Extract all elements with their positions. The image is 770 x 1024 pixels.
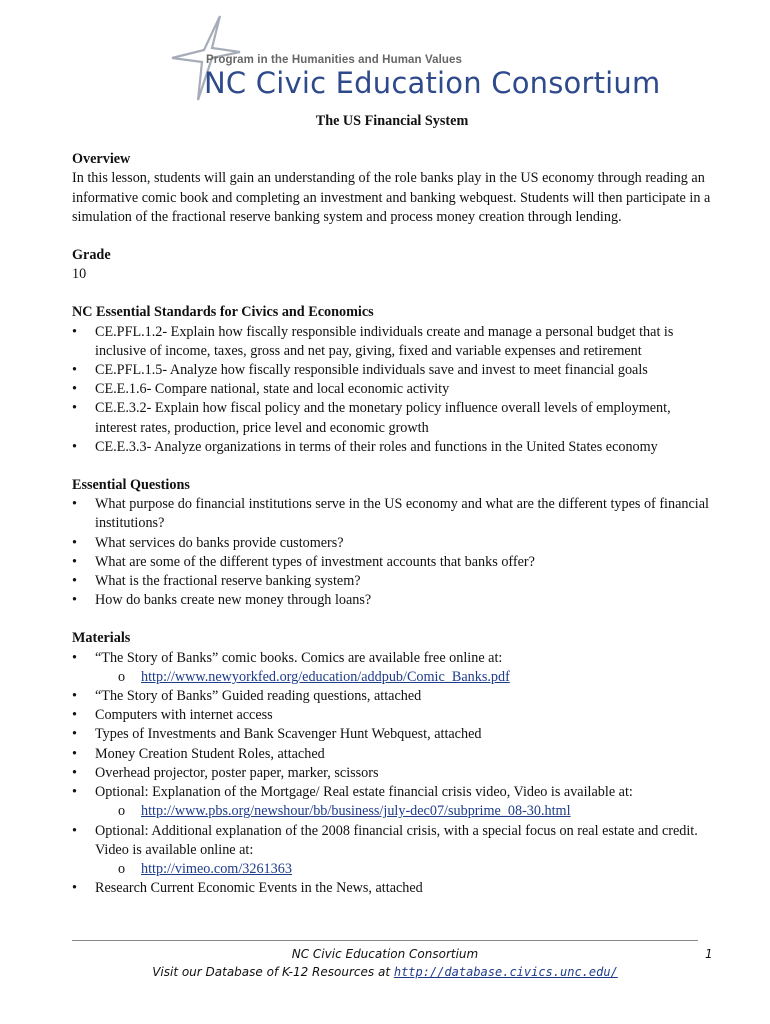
list-item: • Types of Investments and Bank Scavenger Hunt Webquest, attached [72,725,712,744]
overview-section [72,150,712,227]
page-title: The US Financial System [315,113,469,129]
grade-value: 10 [72,266,87,283]
list-item [72,783,712,821]
list-item: • “The Story of Banks” Guided reading questions, attached [72,687,712,706]
footer-org: NC Civic Education Consortium [291,947,479,961]
list-item: • CE.E.1.6- Compare national, state and local economic activity [72,380,712,399]
list-item: • Computers with internet access [72,706,712,725]
footer-visit [72,963,698,981]
questions-list [72,495,712,610]
list-item: • CE.E.3.3- Analyze organizations in terms of their roles and functions in the United States economy [72,438,712,457]
list-item: • What are some of the different types of investment accounts that banks offer? [72,553,712,572]
footer-visit-text: Visit our Database of K-12 Resources at [152,965,394,979]
list-item: • What services do banks provide customers? [72,534,712,553]
pbs-video-link[interactable]: http://www.pbs.org/newshour/bb/business/july-dec07/subprime_08-30.html [141,803,571,820]
list-item: • Research Current Economic Events in the News, attached [72,879,712,898]
list-item: • What is the fractional reserve banking system? [72,572,712,591]
questions-heading: Essential Questions [72,477,190,494]
list-item: • CE.PFL.1.5- Analyze how fiscally responsible individuals save and invest to meet financial goals [72,361,712,380]
list-item-text: Optional: Additional explanation of the 2008 financial crisis, with a special focus on real estate and credit. Video is available online at: [95,822,698,858]
materials-section [72,629,712,898]
list-item-text: “The Story of Banks” comic books. Comics are available free online at: [95,649,503,666]
header-logo [168,14,661,106]
list-item: • CE.PFL.1.2- Explain how fiscally responsible individuals create and manage a personal budget that is inclusive of income, taxes, gross and net pay, giving, fixed and variable expenses and retirement [72,323,712,361]
materials-heading: Materials [72,630,131,647]
org-name: NC Civic Education Consortium [204,66,661,100]
list-item: • How do banks create new money through loans? [72,591,712,610]
list-item: • Money Creation Student Roles, attached [72,745,712,764]
standards-section [72,303,712,457]
page-number: 1 [705,947,713,961]
grade-section [72,246,712,284]
list-item: • What purpose do financial institutions serve in the US economy and what are the different types of financial institutions? [72,495,712,533]
footer-database-link[interactable]: http://database.civics.unc.edu/ [393,965,618,979]
document-body [72,112,712,898]
overview-heading: Overview [72,151,131,168]
program-name: Program in the Humanities and Human Values [206,54,462,66]
list-item-text: Optional: Explanation of the Mortgage/ Real estate financial crisis video, Video is available at: [95,784,633,801]
overview-text: In this lesson, students will gain an understanding of the role banks play in the US economy through reading an informative comic book and completing an investment and banking webquest. Students will then participate in a simulation of the fractional reserve banking system and process money creation through lending. [72,170,711,225]
standards-heading: NC Essential Standards for Civics and Economics [72,304,374,321]
comic-banks-link[interactable]: http://www.newyorkfed.org/education/addpub/Comic_Banks.pdf [141,668,510,685]
footer [72,945,698,981]
list-item: • Overhead projector, poster paper, marker, scissors [72,764,712,783]
list-item [72,649,712,687]
materials-list [72,649,712,899]
list-item: • CE.E.3.2- Explain how fiscal policy and the monetary policy influence overall levels of employment, interest rates, production, price level and economic growth [72,399,712,437]
list-item [72,822,712,880]
vimeo-link[interactable]: http://vimeo.com/3261363 [141,860,292,877]
footer-divider [72,940,698,941]
grade-heading: Grade [72,247,111,264]
standards-list [72,323,712,457]
questions-section [72,476,712,610]
